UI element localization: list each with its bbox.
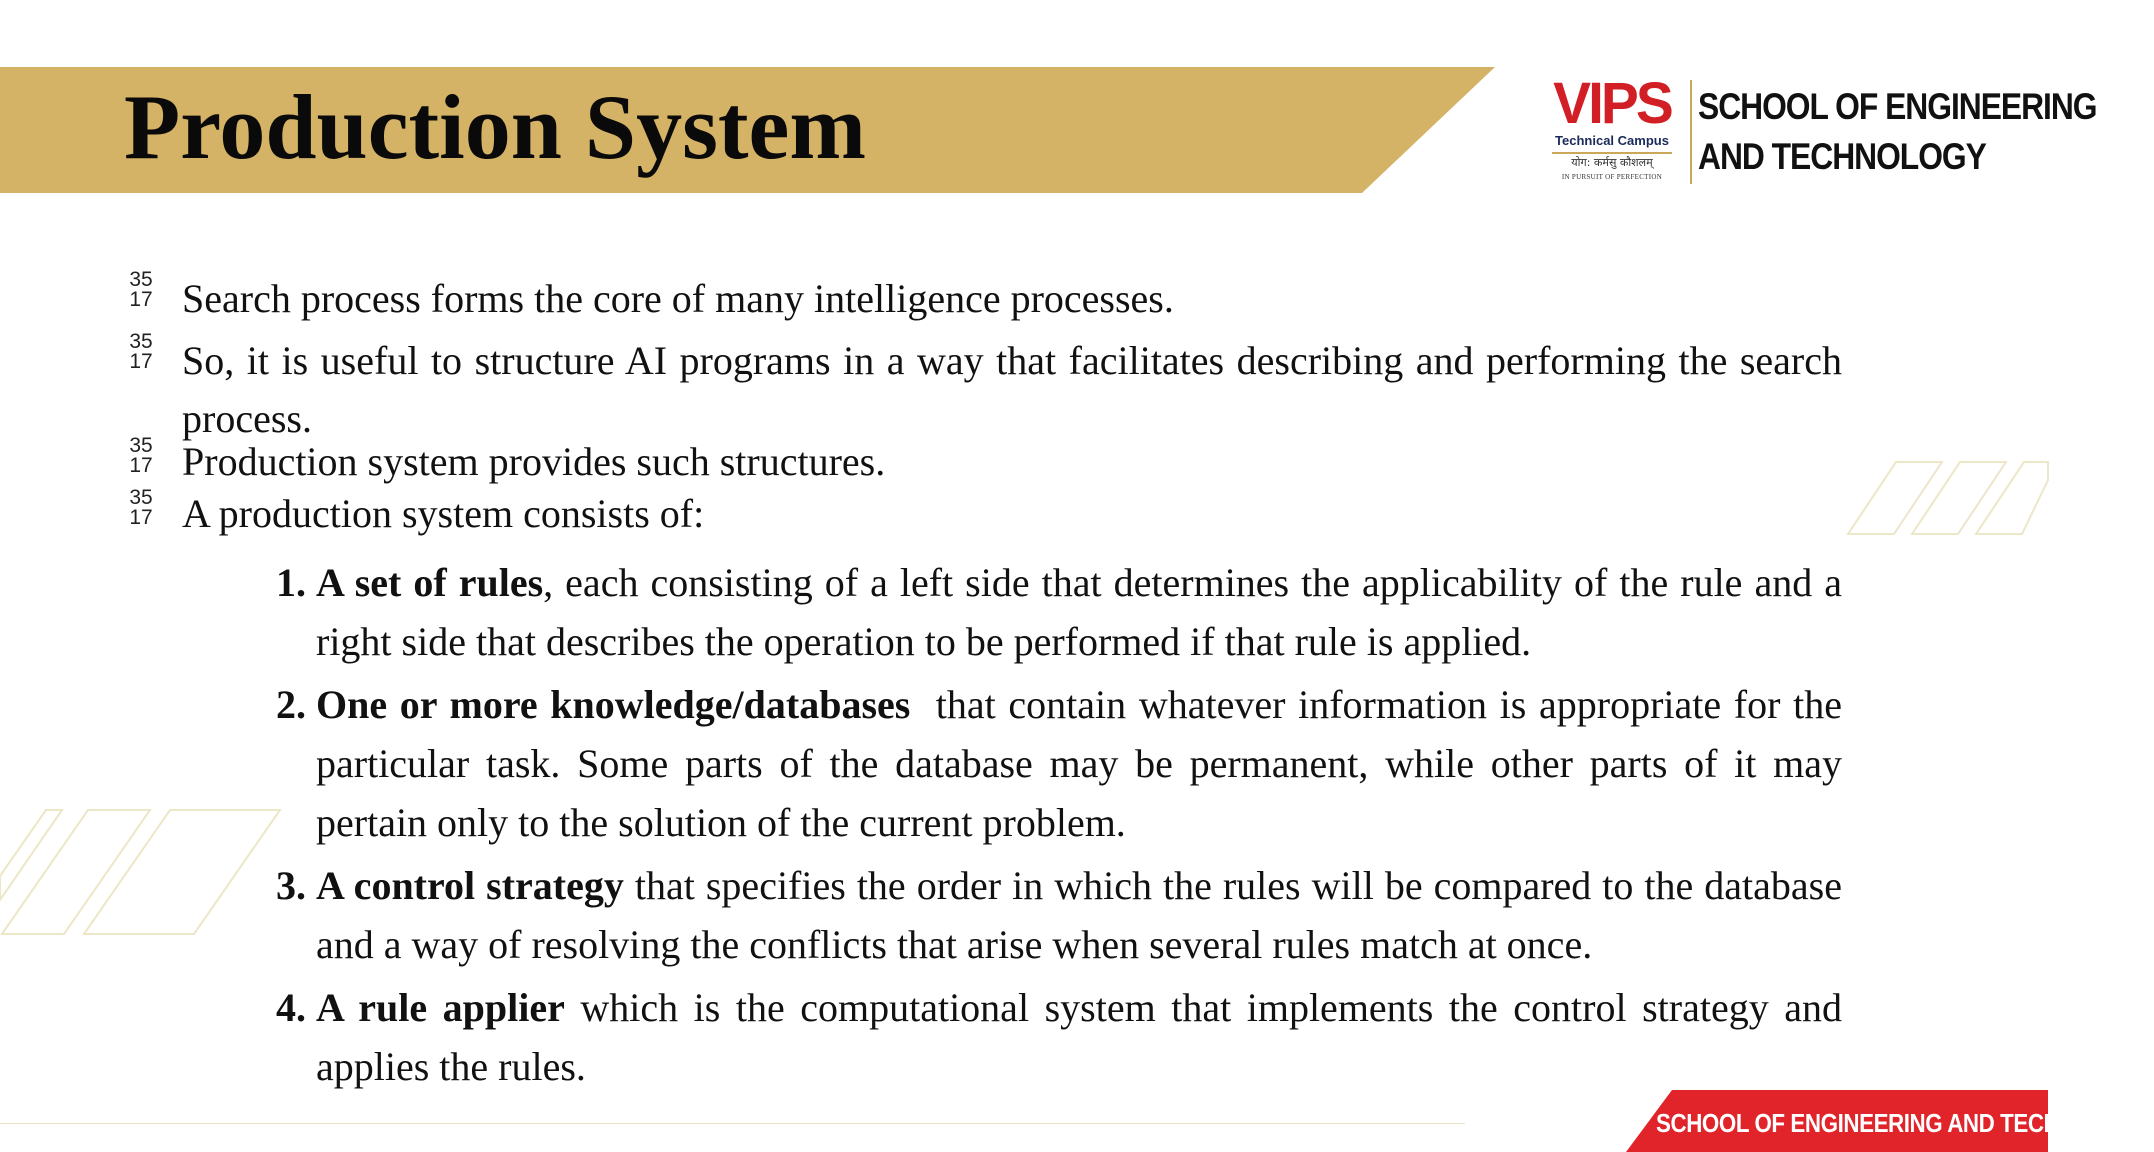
vips-logo-mark <box>1546 71 1678 186</box>
component-number: 1. <box>276 560 306 605</box>
bullet-marker-bottom: 17 <box>129 454 153 477</box>
bullet-marker-top: 35 <box>129 486 153 509</box>
component-term: One or more knowledge/databases <box>316 682 911 727</box>
bullet-text: Search process forms the core of many intelligence processes. <box>182 276 1174 321</box>
logo-motto: योग: कर्मसु कौशलम् <box>1571 156 1653 169</box>
bullet-text: Production system provides such structures. <box>182 439 886 484</box>
bullet-marker <box>126 436 156 476</box>
logo-tagline: IN PURSUIT OF PERFECTION <box>1561 173 1663 181</box>
component-number: 4. <box>276 985 306 1030</box>
logo-campus: Technical Campus <box>1555 133 1669 148</box>
component-description: , each consisting of a left side that determines the applicability of the rule and a right side that describes the operation to be performed if that rule is applied. <box>316 560 1842 664</box>
bullet-marker-bottom: 17 <box>129 506 153 529</box>
logo-school-line1: SCHOOL OF ENGINEERING <box>1698 86 2097 127</box>
stripes-right-decoration <box>1846 460 2048 536</box>
bullet-marker-top: 35 <box>129 330 153 353</box>
bullet-text: So, it is useful to structure AI programs in a way that facilitates describing and performing the search process. <box>182 338 1842 441</box>
bullet-marker <box>126 270 156 310</box>
bullet-marker <box>126 332 156 372</box>
footer-school-name: SCHOOL OF ENGINEERING AND TECHNOLOGY <box>1656 1108 2154 1138</box>
bullet-marker-top: 35 <box>129 434 153 457</box>
component-description: which is the computational system that implements the control strategy and applies the rules. <box>316 985 1842 1089</box>
component-number: 2. <box>276 682 306 727</box>
component-term: A set of rules <box>316 560 544 605</box>
component-description: that contain whatever information is appropriate for the particular task. Some parts of the database may be permanent, while other parts of it may pertain only to the solution of the current problem. <box>316 682 1852 845</box>
bullet-item <box>182 270 1842 328</box>
component-body <box>316 675 1852 852</box>
bullet-marker-top: 35 <box>129 268 153 291</box>
bullet-item <box>182 488 1842 540</box>
bullet-item <box>182 436 1842 488</box>
stripes-left-decoration <box>0 808 282 936</box>
component-term: A control strategy <box>316 863 624 908</box>
vips-logo <box>1546 71 2097 188</box>
component-description: that specifies the order in which the rules will be compared to the database and a way of resolving the conflicts that arise when several rules match at once. <box>316 863 1842 967</box>
logo-school-name <box>1698 82 2097 182</box>
bullet-text: A production system consists of: <box>182 491 705 536</box>
component-body <box>316 978 1842 1096</box>
footer-divider <box>0 1123 1465 1124</box>
component-body <box>316 856 1842 974</box>
bullet-marker-bottom: 17 <box>129 288 153 311</box>
logo-school-line2: AND TECHNOLOGY <box>1698 136 1986 177</box>
logo-brand: VIPS <box>1553 71 1671 136</box>
component-number: 3. <box>276 863 306 908</box>
slide-title: Production System <box>124 76 866 178</box>
component-body <box>316 553 1842 671</box>
bullet-marker <box>126 488 156 528</box>
logo-rule <box>1552 152 1672 154</box>
logo-divider <box>1690 80 1692 184</box>
bullet-marker-bottom: 17 <box>129 350 153 373</box>
bullet-item <box>182 332 1842 448</box>
component-term: A rule applier <box>316 985 565 1030</box>
